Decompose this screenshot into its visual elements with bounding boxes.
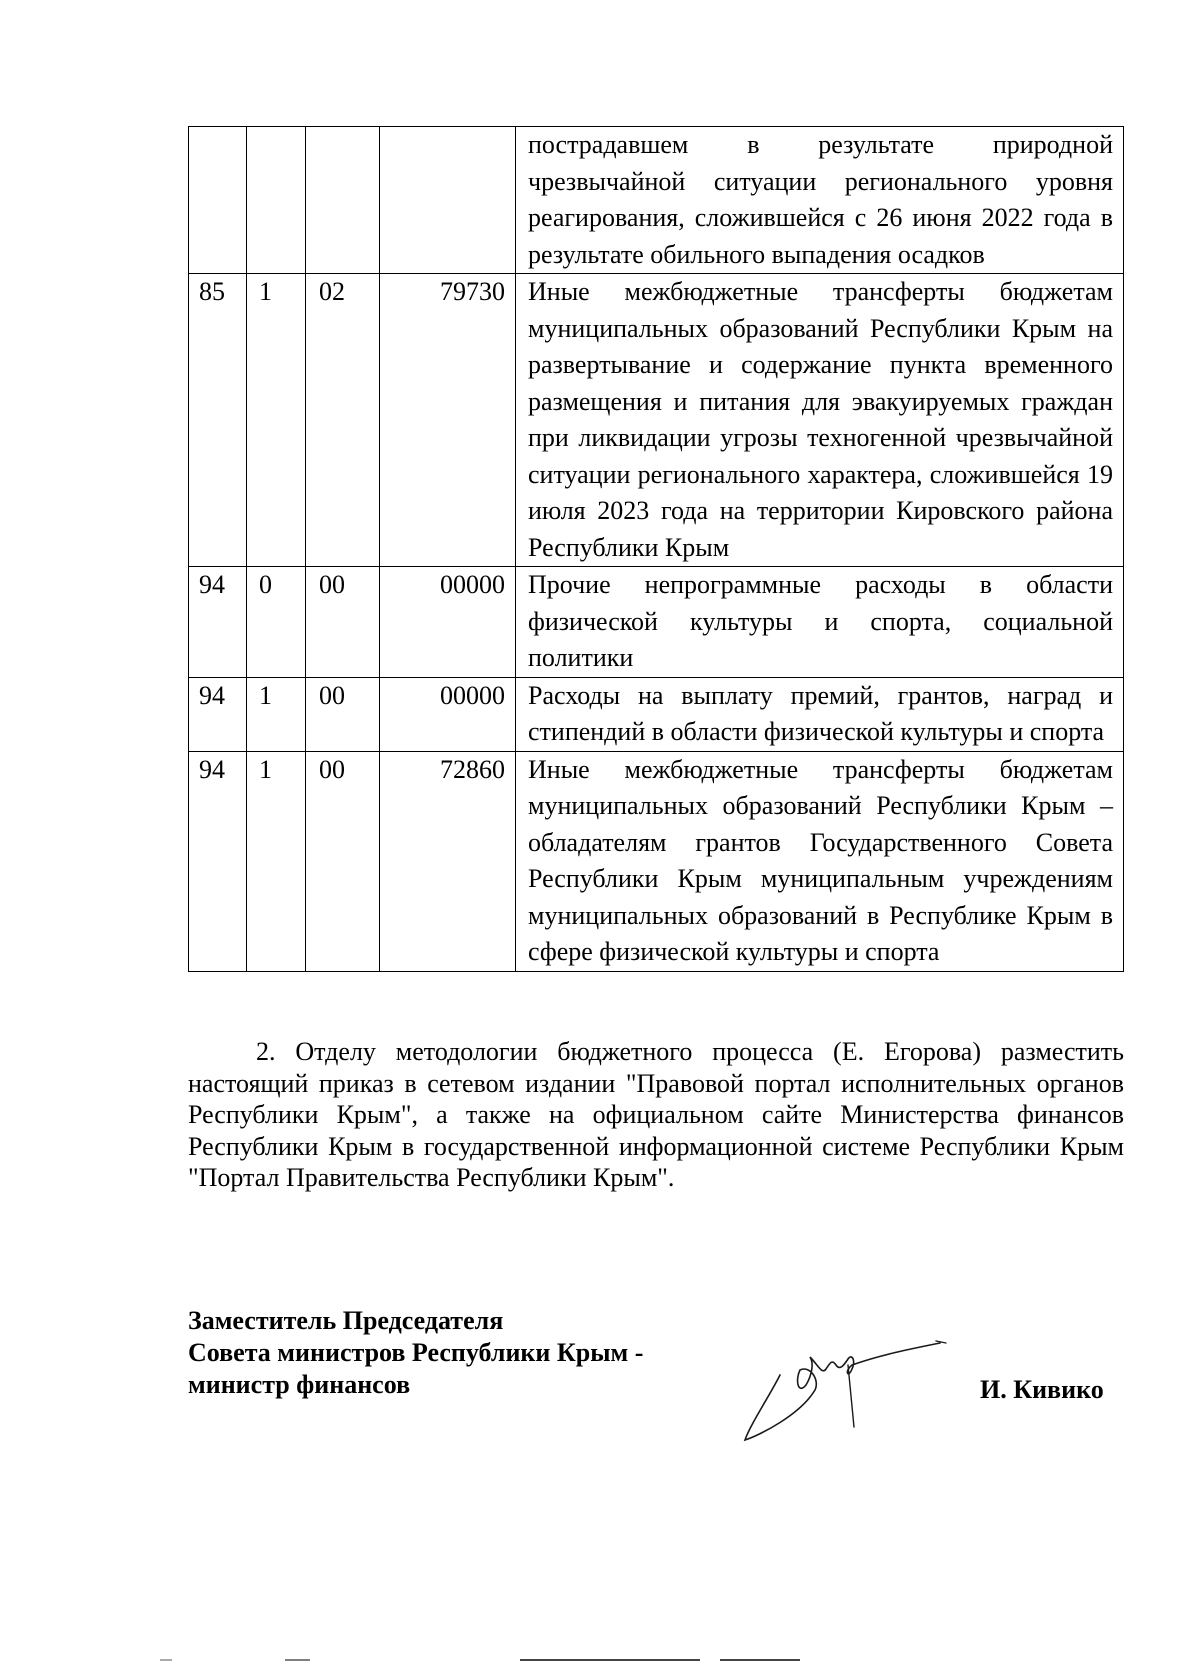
budget-codes-table bbox=[188, 126, 1124, 972]
table-row bbox=[189, 677, 1124, 751]
description-cell: Прочие непрограммные расходы в области физической культуры и спорта, социальной политики bbox=[516, 567, 1124, 678]
description-cell: пострадавшем в результате природной чрезвычайной ситуации регионального уровня реагирования, сложившейся с 26 июня 2022 года в результате обильного выпадения осадков bbox=[516, 127, 1124, 274]
code-cell-2: 1 bbox=[247, 751, 306, 971]
signatory-title bbox=[188, 1305, 643, 1401]
table-row bbox=[189, 567, 1124, 678]
code-cell-3: 02 bbox=[306, 274, 380, 567]
code-cell-3: 00 bbox=[306, 677, 380, 751]
table-row bbox=[189, 751, 1124, 971]
code-cell-1: 85 bbox=[189, 274, 247, 567]
table-row bbox=[189, 127, 1124, 274]
code-cell-2: 0 bbox=[247, 567, 306, 678]
code-cell-2: 1 bbox=[247, 274, 306, 567]
code-cell-4: 00000 bbox=[380, 677, 516, 751]
code-cell-2: 1 bbox=[247, 677, 306, 751]
description-cell: Иные межбюджетные трансферты бюджетам муниципальных образований Республики Крым – обладателям грантов Государственного Совета Республики Крым муниципальным учреждениям муниципальных образований в Республике Крым в сфере физической культуры и спорта bbox=[516, 751, 1124, 971]
code-cell-1: 94 bbox=[189, 751, 247, 971]
code-cell-1: 94 bbox=[189, 677, 247, 751]
code-cell-3: 00 bbox=[306, 751, 380, 971]
description-cell: Иные межбюджетные трансферты бюджетам муниципальных образований Республики Крым на развертывание и содержание пункта временного размещения и питания для эвакуируемых граждан при ликвидации угрозы техногенной чрезвычайной ситуации регионального характера, сложившейся 19 июля 2023 года на территории Кировского района Республики Крым bbox=[516, 274, 1124, 567]
description-cell: Расходы на выплату премий, грантов, наград и стипендий в области физической культуры и спорта bbox=[516, 677, 1124, 751]
scan-artifact-marks bbox=[0, 1655, 1200, 1665]
code-cell-4: 72860 bbox=[380, 751, 516, 971]
code-cell-2 bbox=[247, 127, 306, 274]
handwritten-signature bbox=[740, 1335, 980, 1455]
signatory-title-line: Заместитель Председателя bbox=[188, 1306, 504, 1335]
signatory-title-line: Совета министров Республики Крым - bbox=[188, 1338, 644, 1367]
code-cell-4 bbox=[380, 127, 516, 274]
signatory-title-line: министр финансов bbox=[188, 1370, 411, 1399]
code-cell-3: 00 bbox=[306, 567, 380, 678]
code-cell-3 bbox=[306, 127, 380, 274]
code-cell-4: 00000 bbox=[380, 567, 516, 678]
code-cell-4: 79730 bbox=[380, 274, 516, 567]
table-row bbox=[189, 274, 1124, 567]
code-cell-1: 94 bbox=[189, 567, 247, 678]
code-cell-1 bbox=[189, 127, 247, 274]
signatory-name: И. Кивико bbox=[980, 1375, 1104, 1404]
publication-paragraph: 2. Отделу методологии бюджетного процесса (Е. Егорова) разместить настоящий приказ в сетевом издании "Правовой портал исполнительных органов Республики Крым", а также на официальном сайте Министерства финансов Республики Крым в государственной информационной системе Республики Крым "Портал Правительства Республики Крым". bbox=[188, 1037, 1124, 1192]
